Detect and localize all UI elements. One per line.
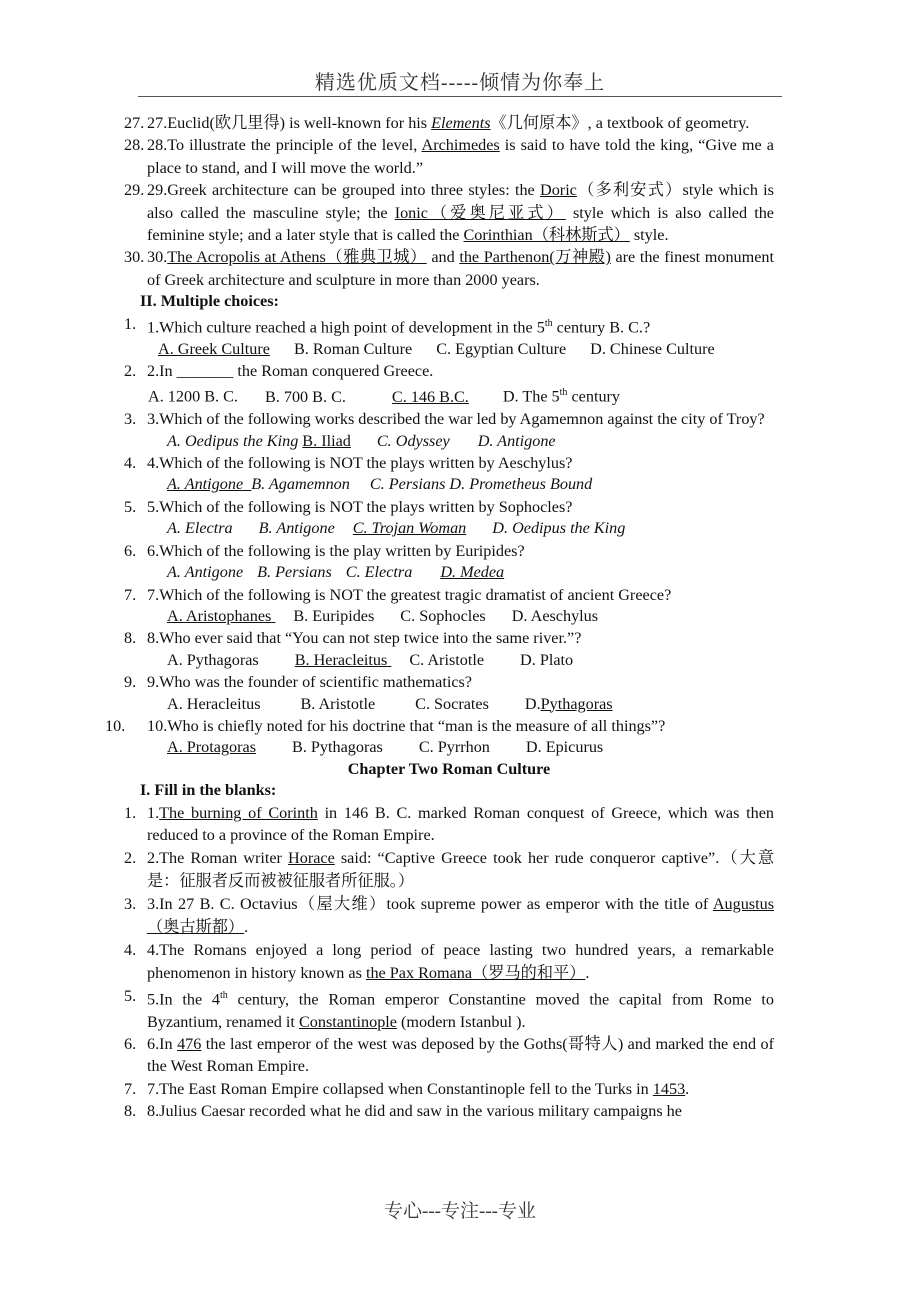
item-text: are the finest monument of Greek architecture and sculpture in more than 2000 years. [147,248,774,289]
choices [167,562,774,583]
answer: Doric [540,181,577,200]
item-text: 27.Euclid(欧几里得) is well-known for his [147,114,432,132]
choice-d-tail: century [567,387,621,406]
choice-a: A. Pythagoras [167,650,259,669]
item-text: 28.To illustrate the principle of the level, [147,136,422,155]
mc-question-2 [124,360,774,408]
fill2-item-3 [124,893,774,939]
choice-a: A. Greek Culture [158,339,270,358]
fill2-item-7 [124,1078,774,1100]
choice-a: A. Aristophanes [167,606,272,625]
item-text: 4.The Romans enjoyed a long period of peace lasting two hundred years, a remarkable phenomenon in history known as [147,940,774,982]
question-text: 7.Which of the following is NOT the greatest tragic dramatist of ancient Greece? [147,585,672,604]
answer: Corinthian（科林斯式） [463,226,630,245]
choice-c: C. Pyrrhon [418,738,490,757]
superscript: th [559,387,568,399]
question-text: 8.Who ever said that “You can not step twice into the same river.”? [147,629,582,648]
chapter-title: Chapter Two Roman Culture [347,759,551,778]
item-text: . [585,963,590,982]
choice-d: D. Plato [520,650,574,669]
mc-question-1 [124,313,774,360]
question-text: 4.Which of the following is NOT the plays written by Aeschylus? [147,454,573,473]
choice-b: B. Pythagoras [292,738,383,757]
item-text: . [244,917,249,936]
item-number: 28. [124,136,145,155]
item-number: 8. [124,629,137,648]
item-text: 7.The East Roman Empire collapsed when Constantinople fell to the Turks in [147,1079,653,1098]
choice-d: D. The 5 [502,387,560,406]
mc-question-4 [124,452,774,496]
choice-a: A. 1200 B. C. [148,387,238,406]
choices [148,382,774,408]
fill-item-29 [124,179,774,246]
choice-b: B. Antigone [258,519,335,538]
mc-question-5 [124,496,774,540]
choice-d: D. Epicurus [525,738,604,757]
choice-b: B. Heracleitus [294,650,388,669]
mc-question-10 [105,715,774,759]
choice-d: D. Antigone [477,431,556,450]
choice-d-answer: Pythagoras [540,694,613,713]
item-number: 3. [124,410,137,429]
item-text: . [685,1079,690,1098]
superscript: th [220,989,228,1001]
choices [167,606,774,627]
item-number: 6. [124,1034,137,1053]
item-number: 3. [124,894,137,913]
item-text: 8.Julius Caesar recorded what he did and saw in the various military campaigns he [147,1102,682,1121]
superscript: th [544,317,553,329]
item-text: is said to have told the king, “Give me a place to stand, and I will move the world.” [147,136,774,177]
answer: Archimedes [421,136,500,155]
choice-d: D. Medea [440,563,505,582]
item-text: and [426,248,460,267]
mc-question-7 [124,584,774,628]
answer: Ionic（爱奥尼亚式） [394,203,566,222]
item-text: 《几何原本》, a textbook of geometry. [490,114,750,132]
item-number: 4. [124,940,137,959]
choice-c: C. Electra [345,563,413,582]
choice-b: B. Aristotle [300,694,376,713]
choices [158,339,774,360]
choices [167,518,774,539]
answer: 1453 [652,1079,686,1098]
item-number: 30. [124,248,145,267]
fill2-item-8 [124,1100,774,1122]
item-number: 1. [124,314,137,333]
item-number: 7. [124,1079,137,1098]
choice-c: C. Odyssey [376,431,450,450]
page-header: 精选优质文档-----倾情为你奉上 [314,72,606,94]
item-number: 9. [124,673,137,692]
question-text: 3.Which of the following works described the war led by Agamemnon against the city of Troy? [147,410,765,429]
choice-b: B. 700 B. C. [264,387,346,406]
choice-d: D. Oedipus the King [492,519,626,538]
item-text: century, the Roman emperor Constantine moved the capital from Rome to Byzantium, renamed it [147,990,775,1031]
fill2-item-4 [124,939,774,985]
choice-c: C. Egyptian Culture [436,339,567,358]
item-text: said: “Captive Greece took her rude conqueror captive”.（大意是：征服者反而被被征服者所征服。） [147,848,775,890]
item-text: 1. [147,803,160,822]
fill2-item-2 [124,847,774,893]
choice-b: B. Agamemnon [251,475,350,494]
mc-question-6 [124,540,774,584]
choice-a: A. Electra [167,519,233,538]
choice-b: B. Euripides [293,606,375,625]
fill-item-27 [124,112,774,134]
question-text: 10.Who is chiefly noted for his doctrine that “man is the measure of all things”? [147,716,666,735]
answer: Constantinople [298,1012,397,1031]
item-text: style which is also called the feminine style; and a later style that is called the [147,203,774,245]
answer: 476 [177,1034,202,1053]
item-text: （多利安式）style which is also called the masculine style; the [147,181,774,222]
answer: the Parthenon(万神殿) [459,248,611,267]
choice-b: B. Persians [257,563,332,582]
item-number: 1. [124,803,137,822]
choices [167,650,774,671]
question-text: 1.Which culture reached a high point of development in the 5 [147,318,545,337]
item-number: 27. [124,114,145,132]
answer: the Pax Romana（罗马的和平） [365,963,586,982]
question-text: century B. C.? [552,318,651,337]
mc-question-9 [124,671,774,715]
choice-c: C. Trojan Woman [352,519,467,538]
choice-b: B. Roman Culture [293,339,413,358]
fill2-item-6 [124,1033,774,1078]
choice-d: D. Prometheus Bound [449,475,593,494]
section-heading-fill-blanks: I. Fill in the blanks: [140,781,277,800]
answer: Augustus（奥古斯都） [147,894,774,936]
item-number: 29. [124,181,145,200]
page-footer: 专心---专注---专业 [384,1201,536,1222]
choices [167,474,774,495]
header-divider [138,96,782,97]
document-body [105,112,775,1123]
choice-c: C. Sophocles [400,606,486,625]
item-text: in 146 B. C. marked Roman conquest of Greece, which was then reduced to a province of the Roman Empire. [147,803,774,845]
item-number: 2. [124,362,137,381]
item-text: 5.In the 4 [147,990,220,1009]
item-number: 10. [105,716,126,735]
question-text: 2.In _______ the Roman conquered Greece. [147,362,434,381]
fill-item-28 [124,134,774,179]
choice-a: A. Heracleitus [167,694,261,713]
question-text: 6.Which of the following is the play written by Euripides? [147,541,525,560]
choice-c: C. Persians [369,475,446,494]
item-text: 30. [147,248,168,267]
answer: The burning of Corinth [159,803,318,822]
choice-b: B. Iliad [302,431,351,450]
item-text: 29.Greek architecture can be grouped into three styles: the [147,181,541,200]
item-number: 4. [124,454,137,473]
choices [167,431,774,452]
item-text: the last emperor of the west was deposed by the Goths(哥特人) and marked the end of the West Roman Empire. [147,1034,774,1076]
item-number: 5. [124,497,137,516]
choices [167,737,774,758]
mc-question-8 [124,627,774,671]
choice-d: D. Aeschylus [511,606,599,625]
fill2-item-5 [124,985,774,1033]
item-number: 6. [124,541,137,560]
answer: The Acropolis at Athens（雅典卫城） [167,248,427,267]
item-text: 2.The Roman writer [147,848,289,867]
choice-c: C. Aristotle [409,650,485,669]
fill2-item-1 [124,802,774,847]
fill-item-30 [124,246,774,291]
item-number: 8. [124,1102,137,1121]
answer: Elements [431,114,491,132]
item-text: 6.In [147,1034,178,1053]
item-number: 7. [124,585,137,604]
mc-question-3 [124,408,774,452]
choice-a: A. Antigone [167,563,244,582]
section-heading-multiple-choice: II. Multiple choices: [140,292,279,311]
choice-a: A. Antigone [167,475,244,494]
choice-a: A. Protagoras [167,738,257,757]
choice-c: C. Socrates [415,694,489,713]
item-text: (modern Istanbul ). [396,1012,526,1031]
item-text: 3.In 27 B. C. Octavius（屋大维）took supreme power as emperor with the title of [147,894,713,913]
question-text: 9.Who was the founder of scientific mathematics? [147,673,472,692]
choice-d: D. Chinese Culture [590,339,715,358]
item-text: style. [629,226,669,245]
item-number: 2. [124,848,137,867]
choices: A. Heracleitus B. Aristotle C. Socrates D.Pythagoras [167,694,774,715]
question-text: 5.Which of the following is NOT the plays written by Sophocles? [147,497,573,516]
answer: Horace [288,848,335,867]
choice-a: A. Oedipus the King [167,431,299,450]
choice-c: C. 146 B.C. [391,387,469,406]
item-number: 5. [124,986,137,1005]
